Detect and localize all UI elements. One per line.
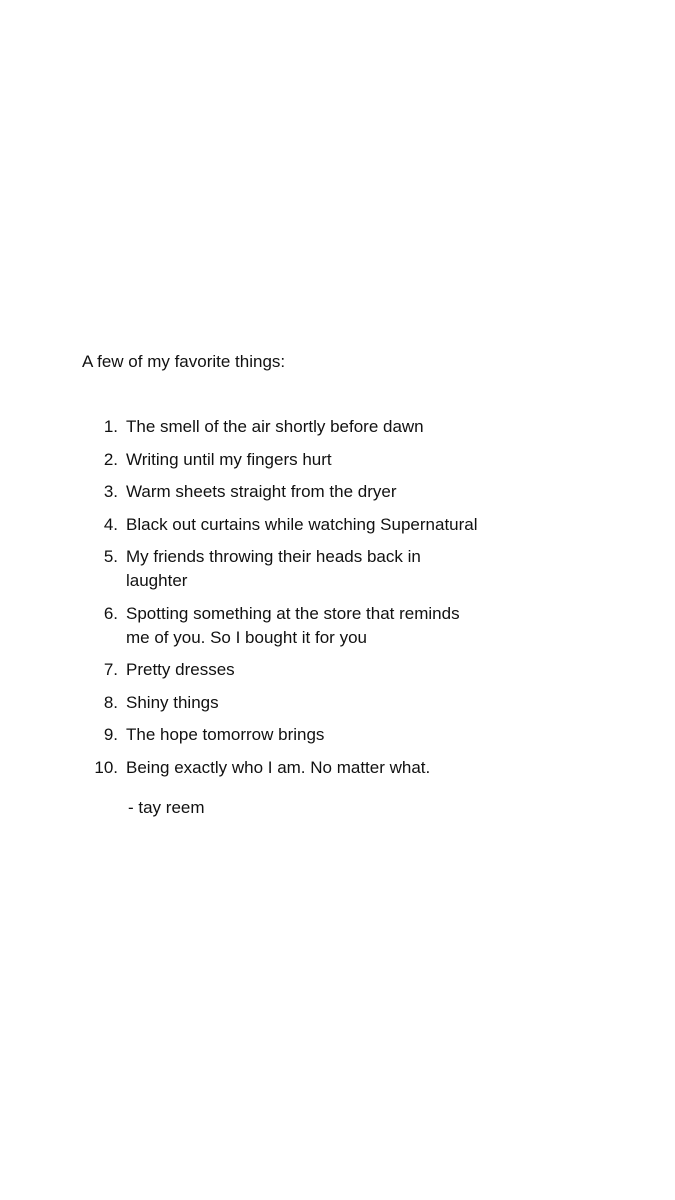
list-text: The hope tomorrow brings <box>126 725 325 744</box>
list-item <box>82 545 502 593</box>
list-text: Writing until my fingers hurt <box>126 449 332 469</box>
list-text: My friends throwing their heads back in laughter <box>126 547 421 590</box>
list-text: Black out curtains while watching Supernatural <box>126 514 478 534</box>
list-text: Being exactly who I am. No matter what. <box>126 757 431 777</box>
list-number: 8. <box>103 692 118 712</box>
list-item <box>82 602 502 650</box>
list-number: 1. <box>103 417 118 436</box>
list-number: 6. <box>103 603 118 623</box>
list-item <box>82 448 502 472</box>
list-item <box>82 513 502 537</box>
list-item <box>82 723 502 747</box>
list-item <box>82 415 502 439</box>
list-number: 5. <box>103 547 118 566</box>
list-item <box>82 480 502 504</box>
list-text: Spotting something at the store that reminds me of you. So I bought it for you <box>126 603 460 647</box>
list-number: 4. <box>103 514 118 534</box>
list-item <box>82 658 502 682</box>
list-number: 3. <box>103 482 118 501</box>
list-item <box>82 756 502 780</box>
list-number: 2. <box>103 449 118 469</box>
list-item <box>82 691 502 715</box>
list-number: 9. <box>103 725 118 744</box>
list-text: The smell of the air shortly before dawn <box>126 417 424 436</box>
list-text: Pretty dresses <box>126 660 235 679</box>
favorite-things-list <box>82 415 502 788</box>
intro-text: A few of my favorite things: <box>82 352 286 371</box>
list-text: Shiny things <box>126 692 219 712</box>
list-text: Warm sheets straight from the dryer <box>126 482 397 501</box>
list-number: 7. <box>103 660 118 679</box>
author-signature: - tay reem <box>128 798 205 817</box>
list-number: 10. <box>94 757 118 777</box>
